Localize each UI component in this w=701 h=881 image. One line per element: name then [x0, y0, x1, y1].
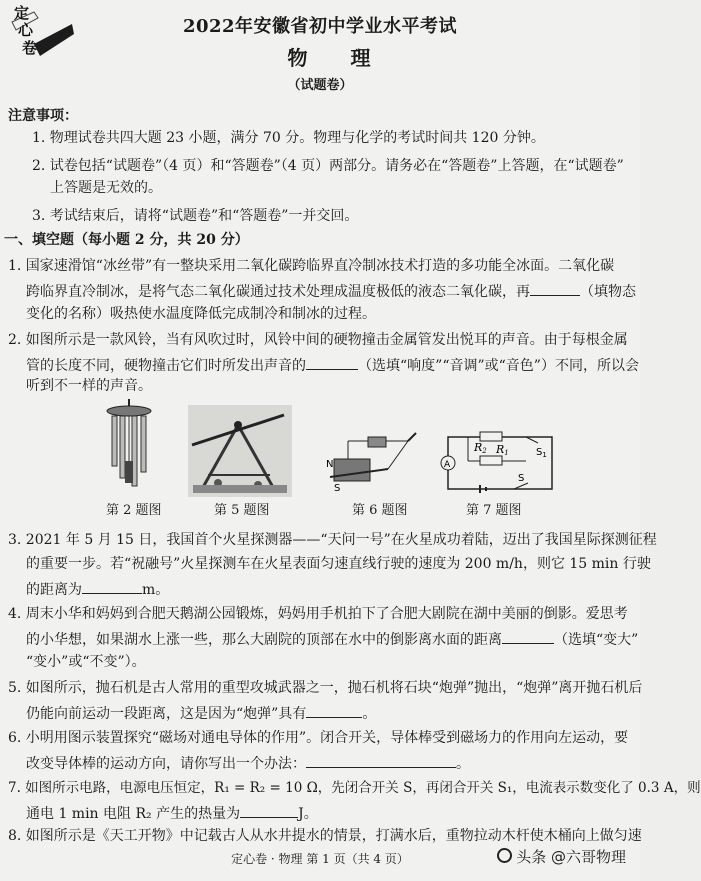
fig7-caption: 第 7 题图	[466, 503, 522, 518]
q3-line3-text: 的距离为	[26, 582, 82, 598]
note-item: 1. 物理试卷共四大题 23 小题，满分 70 分。物理与化学的考试时间共 120 分钟。	[32, 130, 545, 146]
q7-line2-tail: J。	[298, 806, 318, 822]
q6-line2	[26, 754, 470, 772]
note-item: 上答题是无效的。	[50, 180, 162, 196]
q3-line2: 的重要一步。若“祝融号”火星探测车在火星表面匀速直线行驶的速度为 200 m/h，则它 15 min 行驶	[26, 556, 651, 572]
exam-title: 2022年安徽省初中学业水平考试	[182, 16, 458, 37]
q2-line3: 听到不一样的声音。	[26, 378, 152, 394]
toutiao-watermark	[497, 846, 626, 867]
q4-line2-text: 的小华想，如果湖水上涨一些，那么大剧院的顶部在水中的倒影离水面的距离	[26, 632, 502, 648]
q3-answer-blank[interactable]	[82, 580, 142, 594]
q4-line3: “变小”或“不变”）。	[26, 654, 146, 670]
q6-line2-tail: 。	[456, 756, 470, 772]
fig5-caption: 第 5 题图	[214, 503, 270, 518]
magnet-n-label: N	[326, 459, 334, 470]
q4-line1: 4. 周末小华和妈妈到合肥天鹅湖公园锻炼，妈妈用手机拍下了合肥大剧院在湖中美丽的倒影。爱思考	[8, 606, 628, 622]
q5-answer-blank[interactable]	[306, 704, 362, 718]
ammeter-label: A	[444, 460, 451, 470]
page-footer: 定心卷 · 物理 第 1 页（共 4 页）	[231, 852, 409, 866]
s1-label: $S_1$	[536, 447, 547, 459]
q7-line1: 7. 如图所示电路，电源电压恒定，R₁ = R₂ = 10 Ω，先闭合开关 S，再闭合开关 S₁，电流表示数变化了 0.3 A，则	[8, 780, 701, 796]
catapult-figure	[188, 405, 292, 497]
note-item: 2. 试卷包括“试题卷”（4 页）和“答题卷”（4 页）两部分。请务必在“答题卷”上答题，在“试题卷”	[32, 158, 624, 174]
r1-label: R1	[496, 443, 509, 457]
q2-answer-blank[interactable]	[306, 356, 358, 370]
q4-line2	[26, 630, 638, 648]
section-heading: 一、填空题（每小题 2 分，共 20 分）	[4, 232, 249, 248]
watermark-text: 头条 @六哥物理	[516, 848, 626, 866]
wind-chime-figure	[104, 399, 154, 495]
q1-line2-text: 跨临界直冷制冰，是将气态二氧化碳通过技术处理成温度极低的液态二氧化碳，再	[26, 284, 530, 300]
q4-answer-blank[interactable]	[502, 630, 554, 644]
q1-line2-tail: （填物态	[580, 284, 636, 300]
stamp-char-2: 心	[18, 21, 34, 39]
subject-title: 物 理	[287, 46, 389, 70]
q7-answer-blank[interactable]	[240, 804, 298, 818]
q1-answer-blank[interactable]	[530, 282, 580, 296]
q3-line3	[26, 580, 169, 598]
s-label: S	[518, 473, 525, 484]
q1-line1: 1. 国家速滑馆“冰丝带”有一整块采用二氧化碳跨临界直冷制冰技术打造的多功能全冰面。二氧化碳	[8, 258, 615, 274]
stamp-char-1: 定	[14, 4, 30, 22]
magnet-apparatus-figure	[328, 429, 422, 493]
notes-heading: 注意事项：	[8, 108, 78, 124]
fig6-caption: 第 6 题图	[352, 503, 408, 518]
q8-line1: 8. 如图所示是《天工开物》中记载古人从水井提水的情景，打满水后，重物拉动木杆使木桶向上做匀速	[8, 828, 642, 844]
camera-icon	[497, 848, 512, 863]
paper-type: （试题卷）	[287, 78, 353, 93]
q2-line2	[26, 356, 639, 374]
note-item: 3. 考试结束后，请将“试题卷”和“答题卷”一并交回。	[32, 208, 359, 224]
q1-line2	[26, 282, 636, 300]
q6-line1: 6. 小明用图示装置探究“磁场对通电导体的作用”。闭合开关，导体棒受到磁场力的作用向左运动，要	[8, 730, 629, 746]
q2-line2-text: 管的长度不同，硬物撞击它们时所发出声音的	[26, 358, 306, 374]
fig2-caption: 第 2 题图	[106, 503, 162, 518]
magnet-s-label: S	[334, 483, 341, 494]
stamp-char-3: 卷	[22, 39, 38, 57]
q2-line1: 2. 如图所示是一款风铃，当有风吹过时，风铃中间的硬物撞击金属管发出悦耳的声音。由于每根金属	[8, 332, 628, 348]
q7-line2-text: 通电 1 min 电阻 R₂ 产生的热量为	[26, 806, 241, 822]
q5-line1: 5. 如图所示，抛石机是古人常用的重型攻城武器之一，抛石机将石块“炮弹”抛出，“炮弹”离开抛石机后	[8, 680, 643, 696]
q2-line2-tail: （选填“响度”“音调”或“音色”）不同，所以会	[358, 358, 639, 374]
q7-line2	[26, 804, 318, 822]
q5-line2	[26, 704, 376, 722]
q3-line3-tail: m。	[142, 582, 170, 598]
q4-line2-tail: （选填“变大”	[554, 632, 639, 648]
q6-line2-text: 改变导体棒的运动方向，请你写出一个办法：	[26, 756, 306, 772]
q1-line3: 变化的名称）吸热使水温度降低完成制冷和制冰的过程。	[26, 306, 376, 322]
q3-line1: 3. 2021 年 5 月 15 日，我国首个火星探测器——“天问一号”在火星成功着陆，迈出了我国星际探测征程	[8, 532, 657, 548]
r2-label: R2	[474, 441, 487, 455]
circuit-diagram-figure	[440, 431, 560, 495]
q5-line2-tail: 。	[362, 706, 377, 722]
figure-row	[0, 395, 640, 518]
q6-answer-blank[interactable]	[306, 754, 456, 768]
q5-line2-text: 仍能向前运动一段距离，这是因为“炮弹”具有	[26, 706, 307, 722]
